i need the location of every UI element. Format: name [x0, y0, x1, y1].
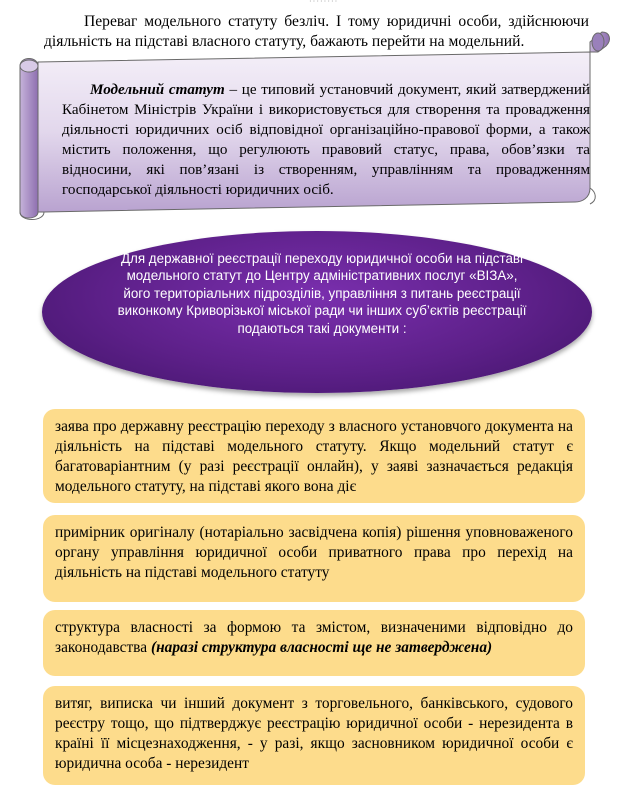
document-item-registry-extract	[43, 686, 585, 785]
definition-paragraph	[62, 80, 590, 200]
document-item-ownership-structure	[43, 610, 585, 676]
document-item-text: заява про державну реєстрацію переходу з власного установчого документа на діяльність на підставі модельного статуту. Якщо модельний статут є багатоваріантним (у разі реєстрації онлайн), у заяві зазначається редакція модельного статуту, на підставі якого вона діє	[55, 418, 573, 495]
document-item-text	[55, 618, 573, 658]
document-item-application	[43, 409, 585, 503]
intro-paragraph: Переваг модельного статуту безліч. І тому юридичні особи, здійснюючи діяльність на підставі власного статуту, бажають перейти на модельний.	[44, 13, 589, 50]
document-item-decision-copy	[43, 515, 585, 602]
definition-body: – це типовий установчий документ, який затверджений Кабінетом Міністрів України і використовується для створення та провадження діяльності юридичних осіб відповідної організаційно-правової форми, а також містить положення, що регулюють правовий статус, права, обов’язки та відносини, які пов’язані із створенням, управлінням та провадженням господарської діяльності юридичних осіб.	[62, 82, 590, 198]
document-item-text: витяг, виписка чи інший документ з торговельного, банківського, судового реєстру тощо, що підтверджує реєстрацію юридичної особи - нерезидента в країні її місцезнаходження, - у разі, якщо засновником юридичної особи є юридична особа - нерезидент	[55, 695, 573, 772]
document-item-text: примірник оригіналу (нотаріально засвідчена копія) рішення уповноваженого органу управління юридичної особи приватного права про перехід на діяльність на підставі модельного статуту	[55, 524, 573, 581]
document-item-main: структура власності за формою та змістом, визначеними відповідно до законодавства	[55, 619, 573, 656]
documents-header-text: Для державної реєстрації переходу юридичної особи на підставі модельного статут до Центру адміністративних послуг «ВІЗА», його територіальних підрозділів, управління з питань реєстрації виконкому Криворізької міської ради чи інших суб’єктів реєстрації подаються такі документи :	[117, 251, 527, 336]
document-item-note: (наразі структура власності ще не затверджена)	[150, 639, 493, 656]
definition-term: Модельний статут	[90, 82, 225, 98]
top-dots-decoration: ········	[309, 0, 339, 6]
